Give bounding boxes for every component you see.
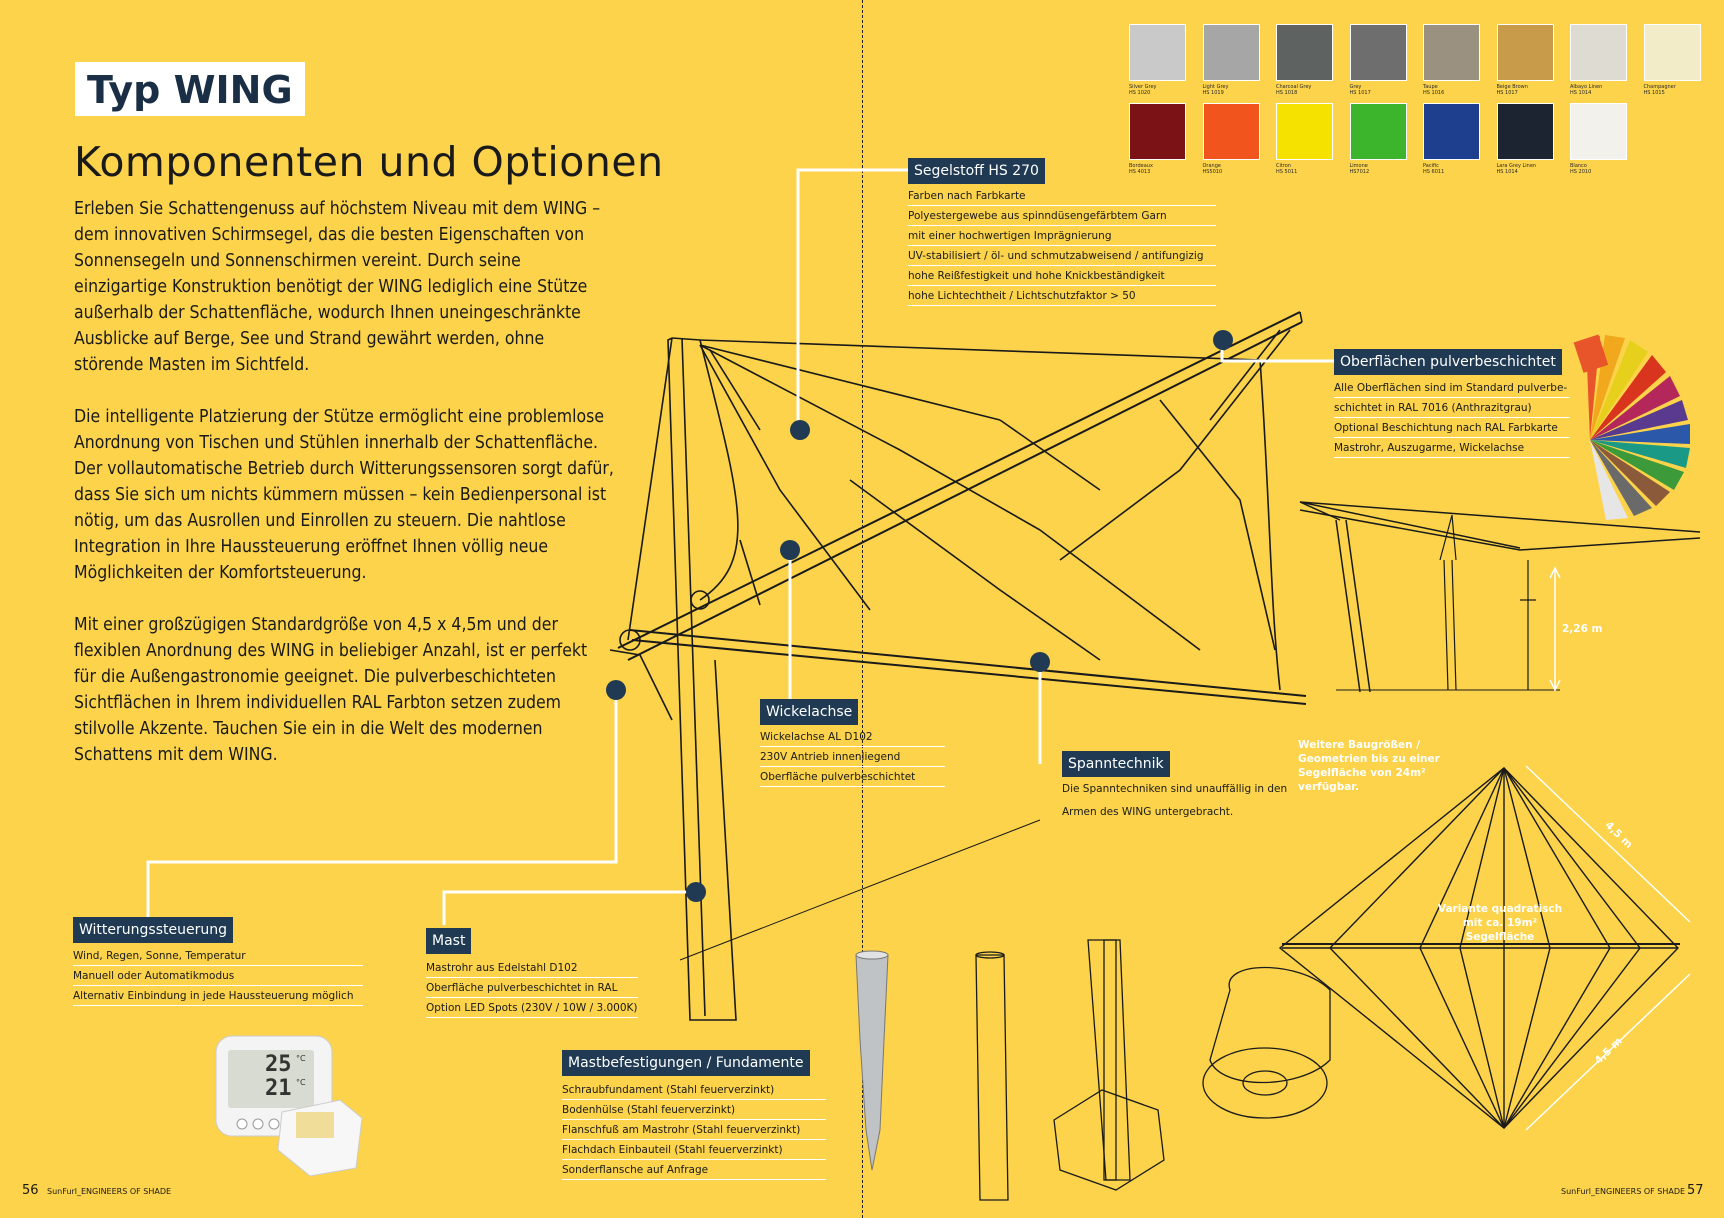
- swatch-label: [1129, 163, 1153, 175]
- callout-dot-witterung: [606, 680, 626, 700]
- list-item: Oberfläche pulverbeschichtet: [760, 767, 945, 787]
- page-number-left: 56: [22, 1183, 39, 1198]
- list-item: mit einer hochwertigen Imprägnierung: [908, 226, 1216, 246]
- thermostat-temp-bottom: 21: [265, 1076, 292, 1101]
- swatch-code: HS 1017: [1349, 90, 1371, 96]
- swatch-label: [1350, 163, 1370, 175]
- swatch-label: [1203, 84, 1229, 96]
- list-item: Optional Beschichtung nach RAL Farbkarte: [1334, 418, 1570, 438]
- swatch-code: HS 4013: [1129, 169, 1151, 175]
- callout-dot-segelstoff: [790, 420, 810, 440]
- swatch-label: [1570, 84, 1602, 96]
- list-item: hohe Reißfestigkeit und hohe Knickbeständigkeit: [908, 266, 1216, 286]
- swatch-name: Bordeaux: [1129, 163, 1153, 169]
- baugroessen-note: Weitere Baugrößen / Geometrien bis zu einer Segelfläche von 24m² verfügbar.: [1298, 739, 1440, 793]
- wickelachse-tag: Wickelachse: [760, 699, 858, 725]
- swatch-code: HS 5011: [1276, 169, 1298, 175]
- list-item: Armen des WING untergebracht.: [1062, 806, 1234, 818]
- swatch-label: [1276, 163, 1297, 175]
- swatch-name: Light Grey: [1202, 84, 1229, 90]
- swatch-silver-grey: [1129, 24, 1186, 81]
- list-item: Farben nach Farbkarte: [908, 186, 1216, 206]
- swatch-code: HS 2010: [1570, 169, 1592, 175]
- swatch-orange: [1203, 103, 1260, 160]
- swatch-name: Champagner: [1643, 84, 1676, 90]
- thermostat-unit-bottom: °C: [296, 1078, 306, 1087]
- swatch-code: HS7012: [1349, 169, 1370, 175]
- swatch-bordeaux: [1129, 103, 1186, 160]
- swatch-label: [1276, 84, 1311, 96]
- intro-paragraph-2: Die intelligente Platzierung der Stütze ermöglicht eine problemlose Anordnung von Tischen und Stühlen innerhalb der Schattenfläche. Der vollautomatische Betrieb durch Witterungssensoren sorgt dafür, dass Sie sich um nichts kümmern müssen – kein Bedienpersonal ist nötig, um das Ausrollen und Einrollen zu steuern. Die nahtlose Integration in Ihre Haussteuerung eröffnet Ihnen völlig neue Möglichkeiten der Komfortsteuerung.: [74, 407, 614, 583]
- swatch-grey: [1350, 24, 1407, 81]
- witterung-tag: Witterungssteuerung: [73, 917, 233, 943]
- list-item: Sonderflansche auf Anfrage: [562, 1160, 826, 1180]
- list-item: Option LED Spots (230V / 10W / 3.000K): [426, 998, 638, 1018]
- list-item: 230V Antrieb innenliegend: [760, 747, 945, 767]
- footer-brand-left: SunFurl_ENGINEERS OF SHADE: [47, 1187, 172, 1196]
- list-item: Alternativ Einbindung in jede Haussteuerung möglich: [73, 986, 363, 1006]
- spanntechnik-list: [1062, 780, 1302, 821]
- swatch-code: HS 1014: [1570, 90, 1592, 96]
- mast-tag: Mast: [426, 928, 471, 954]
- swatch-code: HS 6011: [1423, 169, 1445, 175]
- swatch-name: Limone: [1349, 163, 1368, 169]
- list-item: Die Spanntechniken sind unauffällig in den: [1062, 783, 1288, 795]
- swatch-name: Pacific: [1423, 163, 1439, 169]
- list-item: schichtet in RAL 7016 (Anthrazitgrau): [1334, 398, 1570, 418]
- oberflaechen-list: [1334, 378, 1570, 458]
- swatch-label: [1644, 84, 1676, 96]
- swatch-name: Grey: [1349, 84, 1362, 90]
- list-item: Flanschfuß am Mastrohr (Stahl feuerverzinkt): [562, 1120, 826, 1140]
- callout-dot-wickelachse: [780, 540, 800, 560]
- thermostat-temp-top: 25: [265, 1052, 292, 1077]
- list-item: Oberfläche pulverbeschichtet in RAL: [426, 978, 638, 998]
- swatch-limone: [1350, 103, 1407, 160]
- list-item: Manuell oder Automatikmodus: [73, 966, 363, 986]
- list-item: Schraubfundament (Stahl feuerverzinkt): [562, 1080, 826, 1100]
- mast-list: [426, 958, 638, 1018]
- intro-paragraph-1: Erleben Sie Schattengenuss auf höchstem Niveau mit dem WING – dem innovativen Schirmsegel, das die besten Eigenschaften von Sonnensegeln und Sonnenschirmen vereint. Durch seine einzigartige Konstruktion benötigt der WING lediglich eine Stütze außerhalb der Schattenfläche, wodurch Ihnen uneingeschränkte Ausblicke auf Berge, See und Strand gewährt werden, ohne störende Masten im Sichtfeld.: [74, 199, 601, 375]
- swatch-label: [1350, 84, 1371, 96]
- swatch-label: [1129, 84, 1157, 96]
- callout-dot-oberflaechen: [1213, 330, 1233, 350]
- list-item: Polyestergewebe aus spinndüsengefärbtem Garn: [908, 206, 1216, 226]
- swatch-label: [1497, 163, 1537, 175]
- list-item: Wickelachse AL D102: [760, 727, 945, 747]
- swatch-name: Albayo Linen: [1570, 84, 1603, 90]
- swatch-name: Blanco: [1570, 163, 1587, 169]
- swatch-albayo-linen: [1570, 24, 1627, 81]
- dimension-label-bottom: 4,5 m: [1592, 1035, 1625, 1067]
- list-item: Mastrohr aus Edelstahl D102: [426, 958, 638, 978]
- swatch-beige-brown: [1497, 24, 1554, 81]
- swatch-name: Orange: [1202, 163, 1221, 169]
- list-item: Flachdach Einbauteil (Stahl feuerverzinkt): [562, 1140, 826, 1160]
- swatch-taupe: [1423, 24, 1480, 81]
- type-title: Typ WING: [75, 62, 305, 116]
- swatch-name: Lara Grey Linen: [1496, 163, 1537, 169]
- spanntechnik-tag: Spanntechnik: [1062, 751, 1170, 777]
- side-height-label: 2,26 m: [1562, 623, 1603, 635]
- page-heading: Komponenten und Optionen: [74, 138, 664, 186]
- swatch-code: HS 1020: [1129, 90, 1151, 96]
- swatch-code: HS 1016: [1423, 90, 1445, 96]
- swatch-label: [1423, 84, 1444, 96]
- list-item: hohe Lichtechtheit / Lichtschutzfaktor > 50: [908, 286, 1216, 306]
- swatch-name: Charcoal Grey: [1276, 84, 1312, 90]
- swatch-code: HS 1015: [1643, 90, 1665, 96]
- swatch-label: [1423, 163, 1444, 175]
- swatch-code: HS 1014: [1496, 169, 1518, 175]
- swatch-code: HS 1017: [1496, 90, 1518, 96]
- swatch-light-grey: [1203, 24, 1260, 81]
- page-number-right: 57: [1687, 1183, 1704, 1198]
- wickelachse-list: [760, 727, 945, 787]
- swatch-code: HS 1018: [1276, 90, 1298, 96]
- segelstoff-tag: Segelstoff HS 270: [908, 158, 1045, 184]
- witterung-list: [73, 946, 363, 1006]
- swatch-lara-grey-linen: [1497, 103, 1554, 160]
- list-item: Alle Oberflächen sind im Standard pulverbe-: [1334, 378, 1570, 398]
- list-item: UV-stabilisiert / öl- und schmutzabweisend / antifungizig: [908, 246, 1216, 266]
- swatch-pacific: [1423, 103, 1480, 160]
- intro-paragraph-3: Mit einer großzügigen Standardgröße von 4,5 x 4,5m und der flexiblen Anordnung des WING in beliebiger Anzahl, ist er perfekt für die Außengastronomie geeignet. Die pulverbeschichteten Sichtflächen in Ihrem individuellen RAL Farbton setzen zudem stilvolle Akzente. Tauchen Sie ein in die Welt des modernen Schattens mit dem WING.: [74, 615, 588, 765]
- oberflaechen-tag: Oberflächen pulverbeschichtet: [1334, 349, 1562, 375]
- callout-dot-mast: [686, 882, 706, 902]
- thermostat-unit-top: °C: [296, 1054, 306, 1063]
- swatch-label: [1570, 163, 1591, 175]
- list-item: Mastrohr, Auszugarme, Wickelachse: [1334, 438, 1570, 458]
- swatch-label: [1203, 163, 1223, 175]
- callout-dot-spanntechnik: [1030, 652, 1050, 672]
- swatch-citron: [1276, 103, 1333, 160]
- segelstoff-list: [908, 186, 1216, 306]
- swatch-blanco: [1570, 103, 1627, 160]
- list-item: Bodenhülse (Stahl feuerverzinkt): [562, 1100, 826, 1120]
- variant-note: Variante quadratisch mit ca. 19m² Segelfläche: [1437, 903, 1563, 943]
- swatch-code: HS 1019: [1202, 90, 1224, 96]
- swatch-charcoal-grey: [1276, 24, 1333, 81]
- swatch-name: Taupe: [1423, 84, 1438, 90]
- list-item: Wind, Regen, Sonne, Temperatur: [73, 946, 363, 966]
- swatch-champagner: [1644, 24, 1701, 81]
- swatch-name: Beige Brown: [1496, 84, 1528, 90]
- fundamente-tag: Mastbefestigungen / Fundamente: [562, 1050, 810, 1076]
- swatch-label: [1497, 84, 1528, 96]
- swatch-name: Silver Grey: [1129, 84, 1157, 90]
- fundamente-list: [562, 1080, 826, 1180]
- footer-brand-right: SunFurl_ENGINEERS OF SHADE: [1561, 1187, 1686, 1196]
- swatch-name: Citron: [1276, 163, 1292, 169]
- dimension-label-top: 4,5 m: [1602, 819, 1635, 851]
- swatch-code: HS5010: [1202, 169, 1223, 175]
